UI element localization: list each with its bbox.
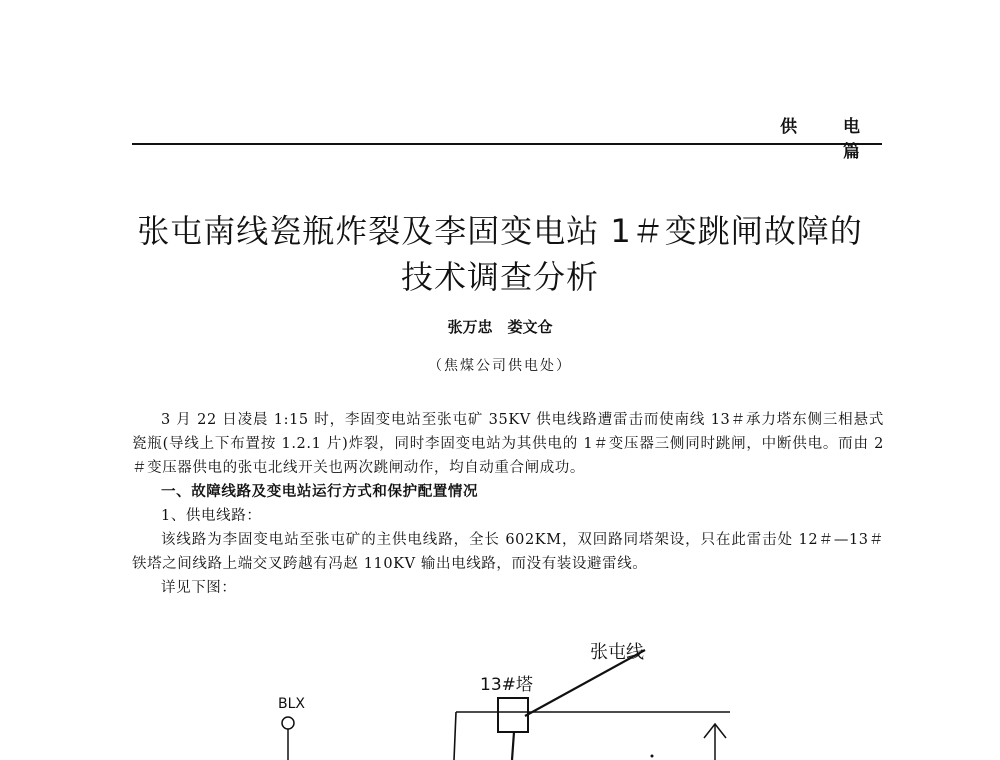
conductor-left-drop <box>454 712 456 760</box>
section-heading: 一、故障线路及变电站运行方式和保护配置情况 <box>161 484 479 500</box>
authors: 张万忠 娄文仓 <box>447 318 553 336</box>
section-label: 供 电 篇 <box>780 117 880 162</box>
blx-insulator-icon <box>282 717 294 729</box>
title-line-1: 张屯南线瓷瓶炸裂及李固变电站 1＃变跳闸故障的 <box>137 212 863 250</box>
section-paragraph: 该线路为李固变电站至张屯矿的主供电线路，全长 602KM，双回路同塔架设，只在此雷击处 12＃—13＃铁塔之间线路上端交叉跨越有冯赵 110KV 输出电线路，而没有装设避雷线。 <box>132 532 884 572</box>
body-section <box>132 408 884 600</box>
see-figure-text: 详见下图： <box>161 580 237 596</box>
header-rule <box>132 143 882 145</box>
title-line-2: 技术调查分析 <box>400 258 599 296</box>
label-tower-13: 13#塔 <box>480 675 533 695</box>
zhangtun-line <box>525 650 645 716</box>
paper-title <box>100 208 900 300</box>
label-zhangtun-line: 张屯线 <box>590 642 644 663</box>
tower-13-box <box>498 698 528 732</box>
intro-paragraph: 3 月 22 日凌晨 1:15 时，李固变电站至张屯矿 35KV 供电线路遭雷击而使南线 13＃承力塔东侧三相悬式瓷瓶(导线上下布置按 1.2.1 片)炸裂，同时李固变电站为其供电的 1＃变压器三侧同时跳闸，中断供电。而由 2＃变压器供电的张屯北线开关也两次跳闸动作，均自动重合闸成功。 <box>132 412 884 476</box>
line-diagram <box>240 628 800 760</box>
speck-mark <box>651 755 654 758</box>
affiliation: （焦煤公司供电处） <box>428 358 572 374</box>
tower-13-stem <box>512 732 514 760</box>
section-subheading: 1、供电线路： <box>161 508 262 524</box>
label-blx: BLX <box>278 696 305 712</box>
